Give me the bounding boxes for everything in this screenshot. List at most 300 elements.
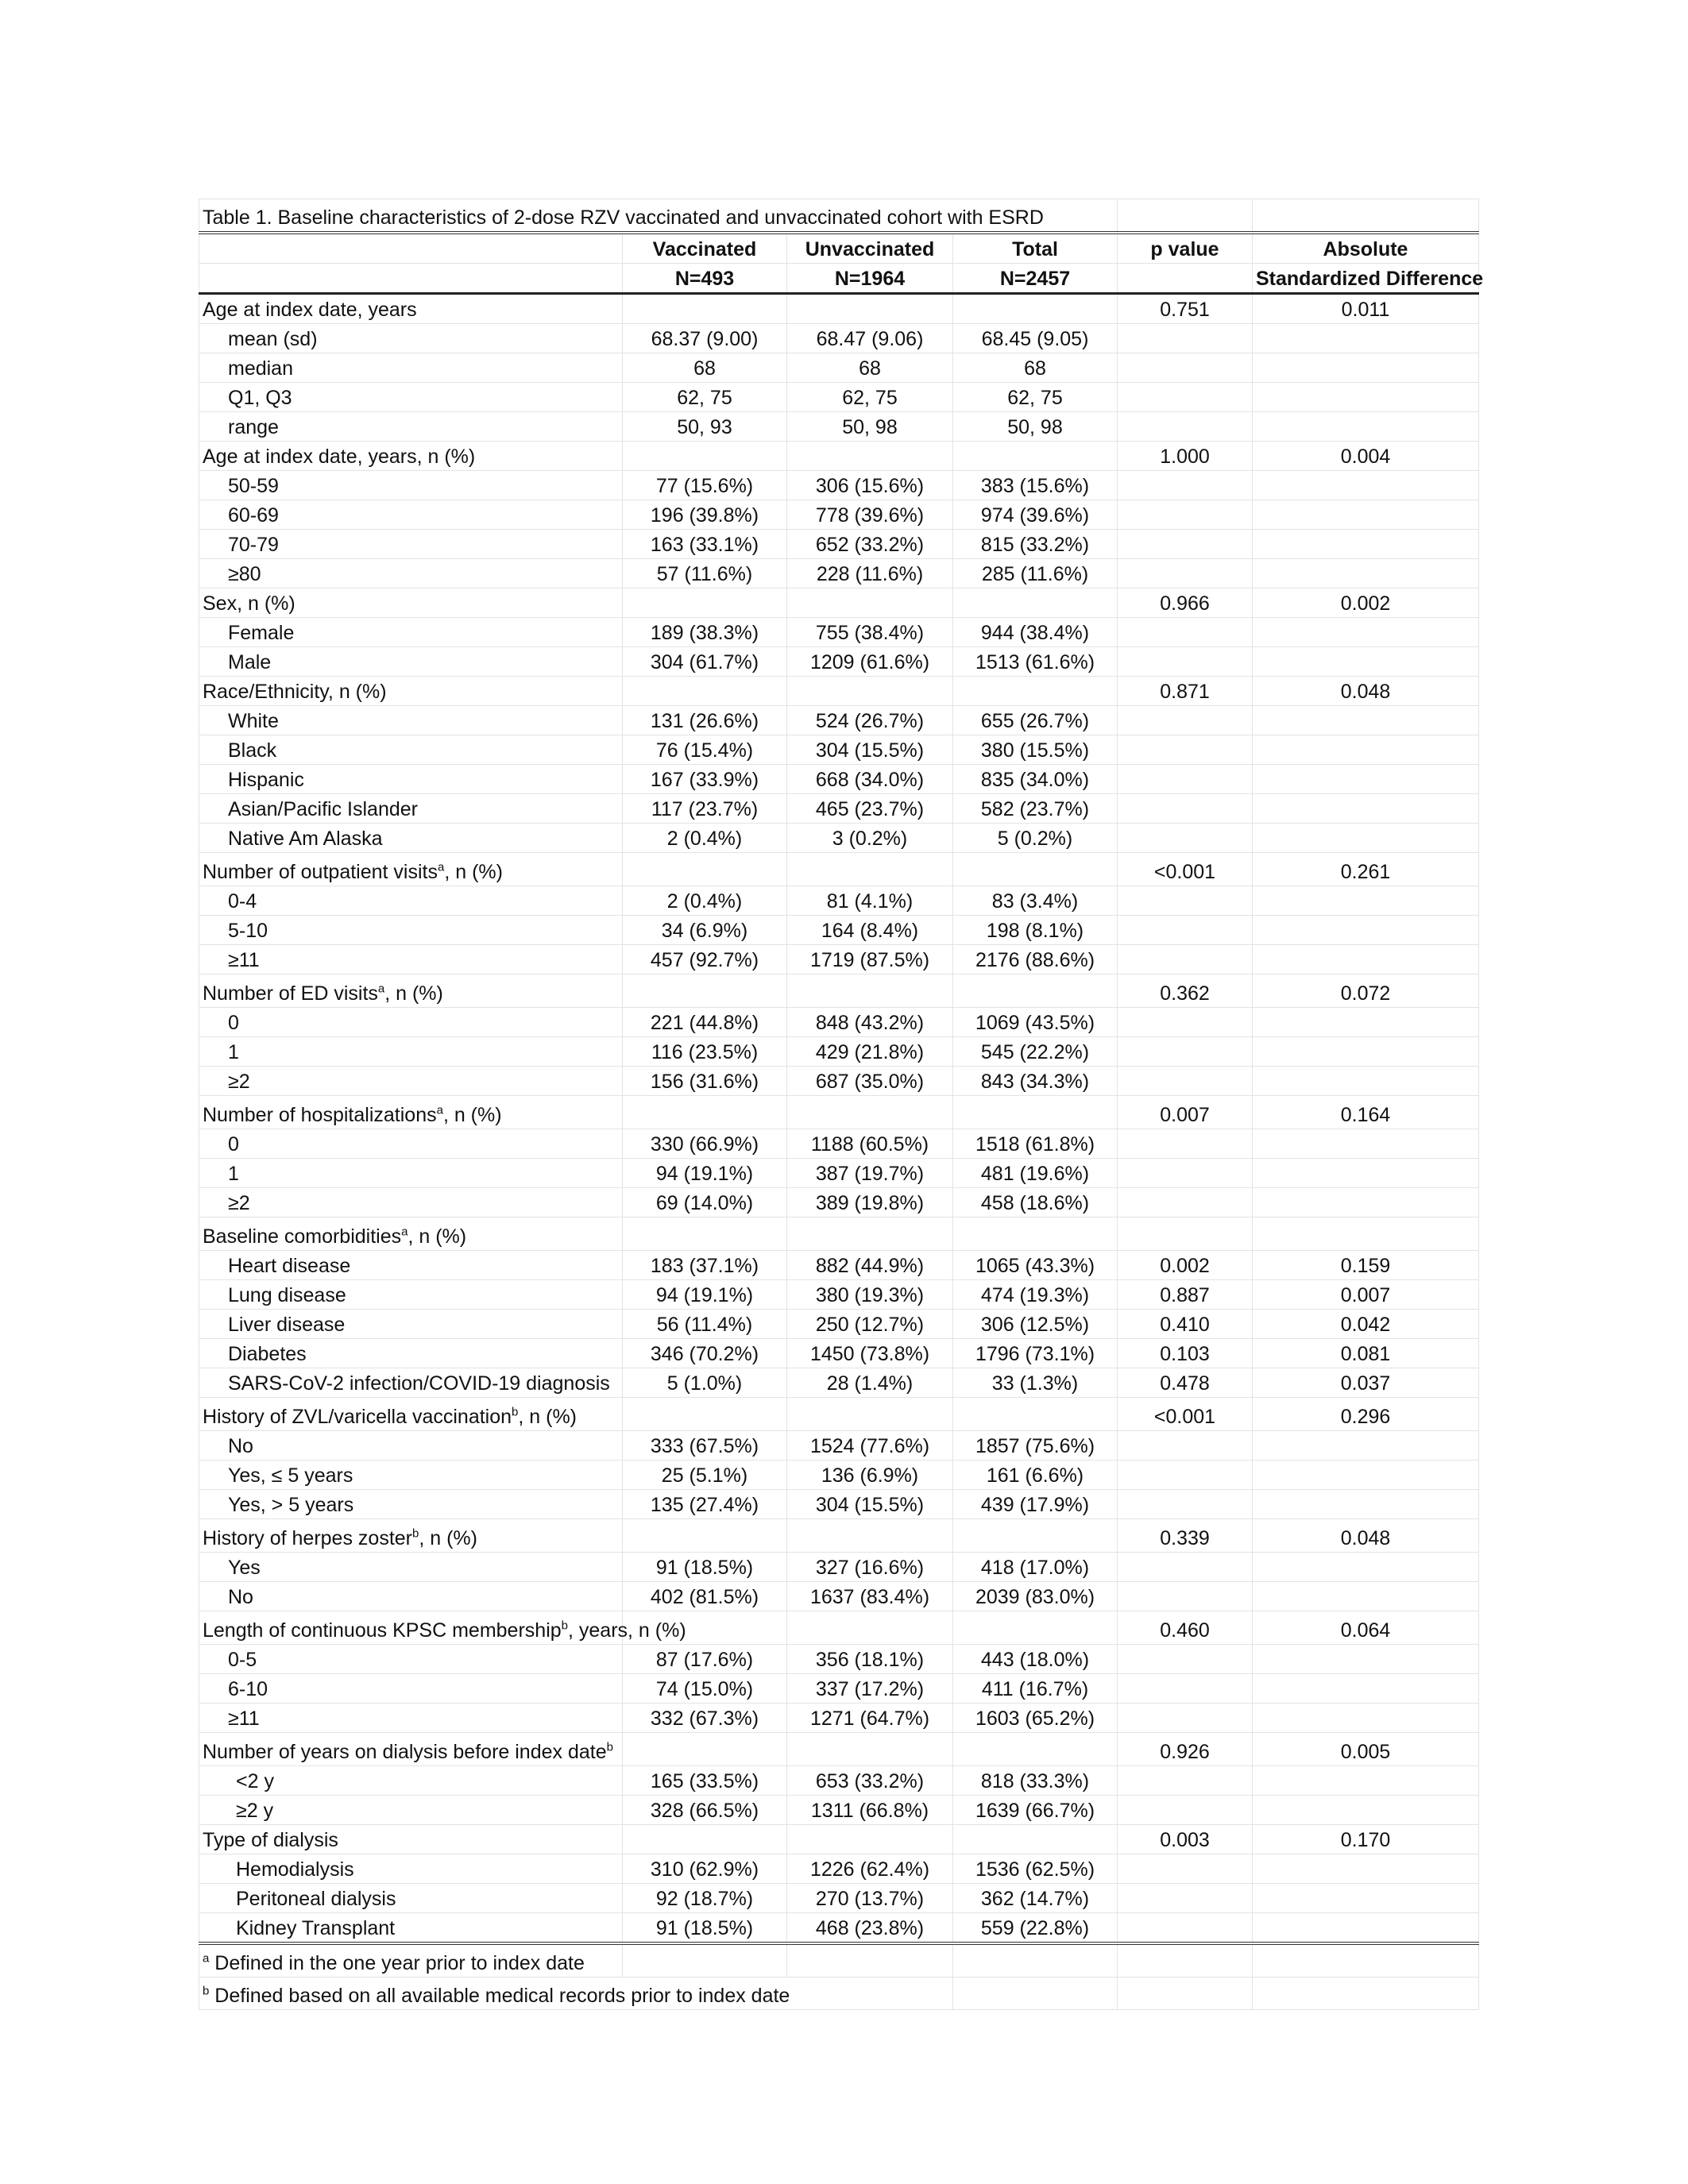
table-row [199,1188,1479,1217]
vaccinated-cell: 189 (38.3%) [623,618,787,647]
asd-cell: 0.296 [1253,1398,1479,1431]
asd-cell [1253,1884,1479,1913]
p-value-cell [1118,1854,1253,1884]
footnote-mark: b [412,1526,419,1541]
row-label-text: Baseline comorbidities [203,1225,402,1248]
total-cell: 458 (18.6%) [953,1188,1118,1217]
row-label-text: 70-79 [228,534,279,556]
row-label-text: 1 [228,1041,239,1063]
table-row [199,647,1479,677]
total-cell [953,1733,1118,1766]
footnote-row [199,1943,1479,1978]
footnote-a [199,1943,623,1978]
table-row [199,412,1479,442]
total-cell: 474 (19.3%) [953,1280,1118,1310]
section-row [199,1825,1479,1854]
row-label [199,412,623,442]
total-cell: 1639 (66.7%) [953,1796,1118,1825]
table-row [199,824,1479,853]
total-cell: 655 (26.7%) [953,706,1118,735]
header-cell-blank [199,264,623,294]
p-value-cell [1118,1884,1253,1913]
row-label [199,383,623,412]
table-row [199,1368,1479,1398]
vaccinated-cell: 333 (67.5%) [623,1431,787,1461]
asd-cell [1253,1188,1479,1217]
section-row [199,1398,1479,1431]
table-row [199,765,1479,794]
row-label [199,530,623,559]
total-cell: 843 (34.3%) [953,1067,1118,1096]
vaccinated-cell: 330 (66.9%) [623,1129,787,1159]
row-label-text: Hispanic [228,769,304,791]
row-label [199,1398,623,1431]
unvaccinated-cell [787,1611,953,1645]
title-row-cell [1253,199,1479,233]
asd-cell [1253,1217,1479,1251]
table-row [199,706,1479,735]
unvaccinated-cell [787,1519,953,1553]
row-label [199,1611,686,1645]
row-label-text: Number of ED visits [203,982,378,1005]
section-row [199,853,1479,886]
header-unvaccinated-n: N=1964 [787,264,953,294]
asd-cell [1253,1796,1479,1825]
asd-cell: 0.004 [1253,442,1479,471]
unvaccinated-cell [787,677,953,706]
vaccinated-cell [623,1217,787,1251]
unvaccinated-cell: 327 (16.6%) [787,1553,953,1582]
total-cell: 1857 (75.6%) [953,1431,1118,1461]
p-value-cell [1118,1188,1253,1217]
unvaccinated-cell: 28 (1.4%) [787,1368,953,1398]
row-label [199,1008,623,1037]
total-cell [953,1611,1118,1645]
vaccinated-cell: 56 (11.4%) [623,1310,787,1339]
unvaccinated-cell: 164 (8.4%) [787,916,953,945]
total-cell: 481 (19.6%) [953,1159,1118,1188]
section-row [199,1096,1479,1129]
row-label [199,706,623,735]
p-value-cell [1118,794,1253,824]
unvaccinated-cell: 136 (6.9%) [787,1461,953,1490]
table-row [199,471,1479,500]
asd-cell: 0.081 [1253,1339,1479,1368]
footnote-blank-cell [1118,1978,1253,2010]
asd-cell [1253,353,1479,383]
total-cell: 1518 (61.8%) [953,1129,1118,1159]
p-value-cell: 1.000 [1118,442,1253,471]
header-standardized-difference: Standardized Difference [1253,264,1479,294]
asd-cell [1253,1553,1479,1582]
row-label [199,1796,623,1825]
total-cell [953,1825,1118,1854]
row-label-text: Sex, n (%) [203,592,295,615]
row-label [199,618,623,647]
vaccinated-cell: 163 (33.1%) [623,530,787,559]
row-label-suffix: , years, n (%) [568,1619,686,1642]
p-value-cell [1118,1461,1253,1490]
row-label-text: Liver disease [228,1314,346,1336]
total-cell: 582 (23.7%) [953,794,1118,824]
row-label-text: Female [228,622,295,644]
unvaccinated-cell: 1311 (66.8%) [787,1796,953,1825]
unvaccinated-cell: 270 (13.7%) [787,1884,953,1913]
unvaccinated-cell: 304 (15.5%) [787,1490,953,1519]
row-label [199,471,623,500]
asd-cell [1253,765,1479,794]
p-value-cell [1118,324,1253,353]
header-total-n: N=2457 [953,264,1118,294]
vaccinated-cell: 457 (92.7%) [623,945,787,974]
p-value-cell: <0.001 [1118,853,1253,886]
vaccinated-cell [623,974,787,1008]
unvaccinated-cell [787,853,953,886]
vaccinated-cell: 328 (66.5%) [623,1796,787,1825]
total-cell [953,1519,1118,1553]
p-value-cell: 0.002 [1118,1251,1253,1280]
p-value-cell: 0.007 [1118,1096,1253,1129]
row-label [199,1067,623,1096]
unvaccinated-cell [787,442,953,471]
unvaccinated-cell: 81 (4.1%) [787,886,953,916]
total-cell: 1069 (43.5%) [953,1008,1118,1037]
row-label-text: White [228,710,279,732]
vaccinated-cell: 5 (1.0%) [623,1368,787,1398]
row-label-text: ≥2 [228,1192,250,1214]
asd-cell [1253,1431,1479,1461]
table-row [199,1339,1479,1368]
p-value-cell [1118,1766,1253,1796]
unvaccinated-cell: 778 (39.6%) [787,500,953,530]
total-cell: 1603 (65.2%) [953,1704,1118,1733]
asd-cell [1253,412,1479,442]
unvaccinated-cell: 228 (11.6%) [787,559,953,588]
total-cell: 380 (15.5%) [953,735,1118,765]
total-cell: 545 (22.2%) [953,1037,1118,1067]
row-label [199,1368,623,1398]
unvaccinated-cell: 50, 98 [787,412,953,442]
asd-cell: 0.037 [1253,1368,1479,1398]
row-label-text: Yes [228,1557,261,1579]
p-value-cell [1118,886,1253,916]
p-value-cell: 0.478 [1118,1368,1253,1398]
vaccinated-cell [623,677,787,706]
table-row [199,500,1479,530]
vaccinated-cell: 69 (14.0%) [623,1188,787,1217]
row-label-suffix: , n (%) [442,1104,502,1126]
unvaccinated-cell: 652 (33.2%) [787,530,953,559]
vaccinated-cell [623,588,787,618]
row-label-text: ≥2 [228,1071,250,1093]
row-label-text: Race/Ethnicity, n (%) [203,681,387,703]
vaccinated-cell: 156 (31.6%) [623,1067,787,1096]
table-row [199,1674,1479,1704]
row-label-text: ≥80 [228,563,261,585]
asd-cell [1253,1129,1479,1159]
row-label [199,1037,623,1067]
row-label [199,1461,623,1490]
vaccinated-cell: 346 (70.2%) [623,1339,787,1368]
p-value-cell [1118,1490,1253,1519]
row-label [199,324,623,353]
table-body [199,294,1479,1944]
vaccinated-cell: 332 (67.3%) [623,1704,787,1733]
vaccinated-cell: 116 (23.5%) [623,1037,787,1067]
p-value-cell: 0.410 [1118,1310,1253,1339]
row-label [199,1704,623,1733]
row-label [199,677,623,706]
unvaccinated-cell: 429 (21.8%) [787,1037,953,1067]
unvaccinated-cell: 1188 (60.5%) [787,1129,953,1159]
p-value-cell: 0.966 [1118,588,1253,618]
vaccinated-cell: 34 (6.9%) [623,916,787,945]
vaccinated-cell: 76 (15.4%) [623,735,787,765]
table-row [199,1553,1479,1582]
total-cell: 1513 (61.6%) [953,647,1118,677]
total-cell: 835 (34.0%) [953,765,1118,794]
footnote-blank-cell [1118,1943,1253,1978]
row-label [199,1251,623,1280]
vaccinated-cell: 221 (44.8%) [623,1008,787,1037]
row-label-text: Male [228,651,272,673]
vaccinated-cell: 25 (5.1%) [623,1461,787,1490]
asd-cell: 0.261 [1253,853,1479,886]
row-label [199,1431,623,1461]
row-label [199,974,623,1008]
total-cell: 198 (8.1%) [953,916,1118,945]
vaccinated-cell: 50, 93 [623,412,787,442]
vaccinated-cell: 310 (62.9%) [623,1854,787,1884]
p-value-cell: 0.871 [1118,677,1253,706]
row-label-text: mean (sd) [228,328,318,350]
p-value-cell: 0.103 [1118,1339,1253,1368]
footnote-mark: b [512,1405,519,1419]
vaccinated-cell: 94 (19.1%) [623,1280,787,1310]
table-row [199,1159,1479,1188]
unvaccinated-cell [787,1096,953,1129]
row-label-text: 0-4 [228,890,257,913]
p-value-cell [1118,765,1253,794]
row-label [199,1884,623,1913]
table-row [199,1490,1479,1519]
p-value-cell [1118,1796,1253,1825]
total-cell: 418 (17.0%) [953,1553,1118,1582]
unvaccinated-cell: 304 (15.5%) [787,735,953,765]
row-label [199,1490,623,1519]
unvaccinated-cell: 389 (19.8%) [787,1188,953,1217]
asd-cell [1253,1704,1479,1733]
unvaccinated-cell: 3 (0.2%) [787,824,953,853]
row-label-text: Age at index date, years, n (%) [203,446,476,468]
asd-cell [1253,1645,1479,1674]
total-cell: 818 (33.3%) [953,1766,1118,1796]
unvaccinated-cell [787,1825,953,1854]
table-row [199,1461,1479,1490]
total-cell: 50, 98 [953,412,1118,442]
row-label-text: Age at index date, years [203,299,417,321]
p-value-cell: 0.926 [1118,1733,1253,1766]
row-label-suffix: , n (%) [408,1225,467,1248]
unvaccinated-cell: 882 (44.9%) [787,1251,953,1280]
row-label [199,1096,623,1129]
unvaccinated-cell: 1209 (61.6%) [787,647,953,677]
total-cell: 815 (33.2%) [953,530,1118,559]
row-label [199,1280,623,1310]
p-value-cell [1118,1553,1253,1582]
unvaccinated-cell [787,974,953,1008]
row-label-text: 5-10 [228,920,268,942]
table-row [199,1431,1479,1461]
unvaccinated-cell: 848 (43.2%) [787,1008,953,1037]
total-cell: 83 (3.4%) [953,886,1118,916]
baseline-characteristics-table [199,199,1484,2010]
total-cell: 439 (17.9%) [953,1490,1118,1519]
row-label [199,442,623,471]
row-label-text: Q1, Q3 [228,387,292,409]
vaccinated-cell: 68.37 (9.00) [623,324,787,353]
p-value-cell [1118,471,1253,500]
asd-cell [1253,706,1479,735]
footnote-mark: a [203,1951,210,1966]
p-value-cell [1118,647,1253,677]
asd-cell [1253,559,1479,588]
row-label [199,353,623,383]
row-label [199,1188,623,1217]
vaccinated-cell [623,853,787,886]
vaccinated-cell: 167 (33.9%) [623,765,787,794]
row-label [199,1553,623,1582]
asd-cell [1253,794,1479,824]
total-cell: 2039 (83.0%) [953,1582,1118,1611]
table-row [199,1037,1479,1067]
title-row-cell [1118,199,1253,233]
total-cell: 306 (12.5%) [953,1310,1118,1339]
row-label-suffix: , n (%) [518,1406,577,1428]
row-label [199,500,623,530]
total-cell: 285 (11.6%) [953,559,1118,588]
p-value-cell [1118,559,1253,588]
row-label-text: Type of dialysis [203,1829,338,1851]
total-cell: 33 (1.3%) [953,1368,1118,1398]
row-label-text: Kidney Transplant [236,1917,396,1939]
asd-cell [1253,886,1479,916]
header-unvaccinated: Unvaccinated [787,233,953,264]
asd-cell [1253,1008,1479,1037]
asd-cell [1253,1461,1479,1490]
asd-cell [1253,1674,1479,1704]
unvaccinated-cell: 687 (35.0%) [787,1067,953,1096]
vaccinated-cell: 117 (23.7%) [623,794,787,824]
asd-cell: 0.005 [1253,1733,1479,1766]
table-row [199,324,1479,353]
footnote-text: Defined based on all available medical records prior to index date [209,1985,790,2007]
table-row [199,353,1479,383]
unvaccinated-cell: 306 (15.6%) [787,471,953,500]
section-row [199,1217,1479,1251]
row-label-text: No [228,1586,253,1608]
footnote-blank-cell [1253,1978,1479,2010]
unvaccinated-cell: 1637 (83.4%) [787,1582,953,1611]
row-label [199,1217,623,1251]
p-value-cell [1118,1129,1253,1159]
row-label-text: <2 y [236,1770,274,1792]
footnote-row [199,1978,1479,2010]
table-row [199,1129,1479,1159]
row-label [199,765,623,794]
row-label [199,1674,623,1704]
total-cell: 411 (16.7%) [953,1674,1118,1704]
asd-cell [1253,824,1479,853]
row-label [199,1645,623,1674]
row-label-text: 0 [228,1133,239,1156]
row-label-text: Hemodialysis [236,1858,354,1881]
table-title: Table 1. Baseline characteristics of 2-dose RZV vaccinated and unvaccinated cohort with ESRD [199,199,1118,233]
p-value-cell: 0.362 [1118,974,1253,1008]
vaccinated-cell: 87 (17.6%) [623,1645,787,1674]
p-value-cell [1118,945,1253,974]
asd-cell [1253,500,1479,530]
row-label-text: Heart disease [228,1255,351,1277]
asd-cell [1253,735,1479,765]
asd-cell [1253,618,1479,647]
table-row [199,1854,1479,1884]
asd-cell [1253,471,1479,500]
unvaccinated-cell: 1271 (64.7%) [787,1704,953,1733]
row-label-text: Number of outpatient visits [203,861,438,883]
asd-cell [1253,945,1479,974]
row-label [199,794,623,824]
asd-cell: 0.164 [1253,1096,1479,1129]
p-value-cell [1118,618,1253,647]
p-value-cell [1118,706,1253,735]
header-total: Total [953,233,1118,264]
table-row [199,916,1479,945]
footnote-mark: b [561,1619,568,1633]
asd-cell [1253,647,1479,677]
unvaccinated-cell: 62, 75 [787,383,953,412]
row-label [199,1159,623,1188]
unvaccinated-cell: 68 [787,353,953,383]
header-vaccinated-n: N=493 [623,264,787,294]
p-value-cell [1118,383,1253,412]
unvaccinated-cell: 465 (23.7%) [787,794,953,824]
total-cell: 383 (15.6%) [953,471,1118,500]
vaccinated-cell: 92 (18.7%) [623,1884,787,1913]
header-row-n [199,264,1479,294]
footnote-text: Defined in the one year prior to index date [209,1952,585,1974]
row-label-text: Number of hospitalizations [203,1104,437,1126]
table-row [199,1067,1479,1096]
total-cell: 1536 (62.5%) [953,1854,1118,1884]
row-label-text: ≥2 y [236,1800,274,1822]
table-row [199,945,1479,974]
unvaccinated-cell: 68.47 (9.06) [787,324,953,353]
asd-cell [1253,383,1479,412]
table-row [199,1582,1479,1611]
row-label-text: Lung disease [228,1284,346,1306]
row-label [199,1582,623,1611]
total-cell: 68 [953,353,1118,383]
unvaccinated-cell [787,294,953,324]
baseline-characteristics-sheet [199,199,1484,2010]
asd-cell [1253,530,1479,559]
p-value-cell [1118,1431,1253,1461]
footnote-mark: b [606,1740,613,1754]
p-value-cell [1118,1217,1253,1251]
unvaccinated-cell: 356 (18.1%) [787,1645,953,1674]
total-cell [953,974,1118,1008]
